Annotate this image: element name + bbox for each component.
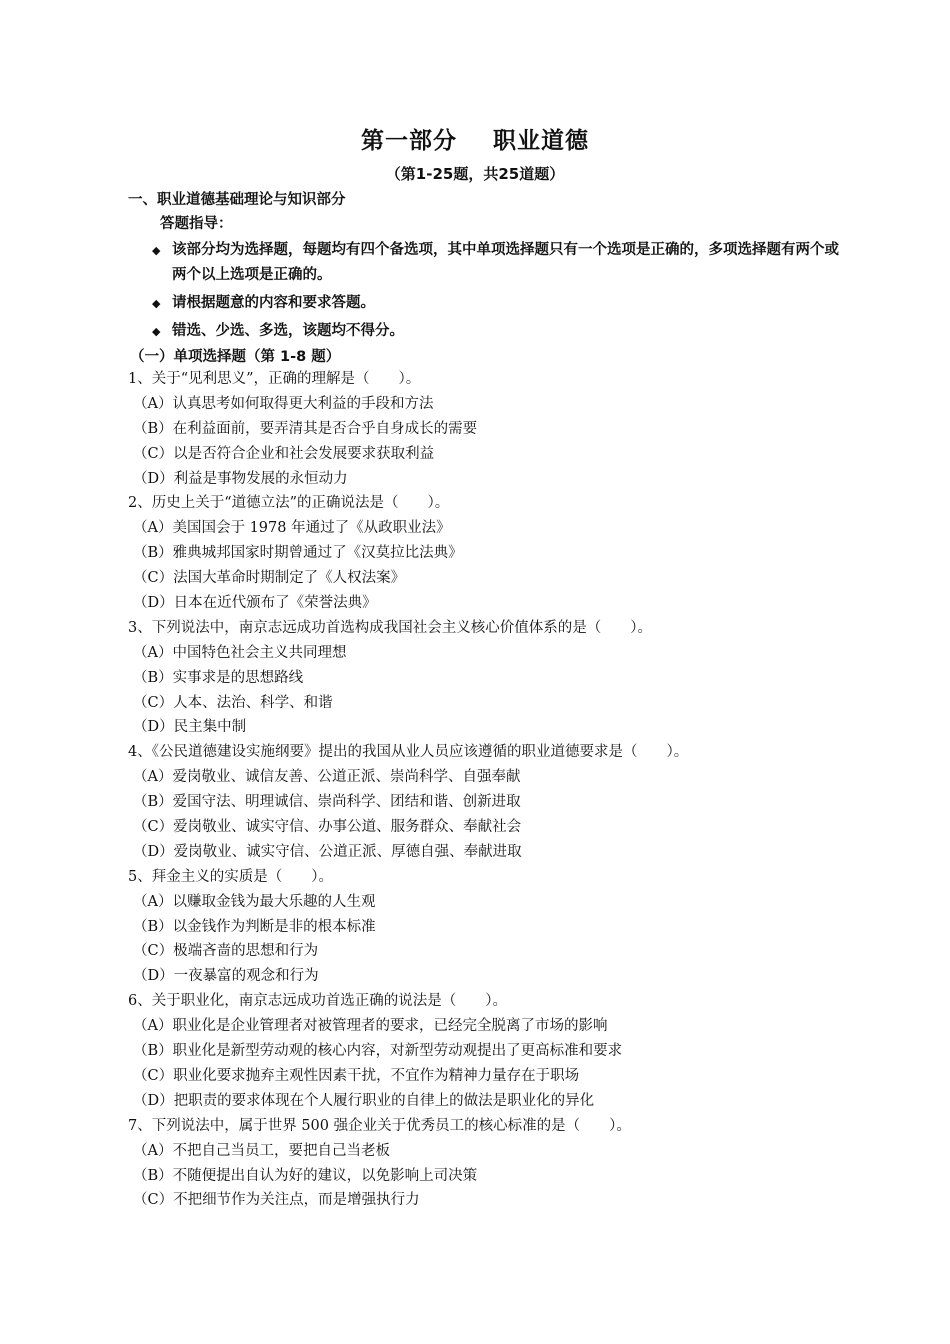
diamond-icon: ◆ bbox=[152, 244, 161, 257]
question-option: （B）不随便提出自认为好的建议，以免影响上司决策 bbox=[133, 1167, 478, 1184]
question-stem: 5、拜金主义的实质是（ ）。 bbox=[128, 868, 333, 885]
question-option: （C）人本、法治、科学、和谐 bbox=[133, 694, 333, 711]
question-option: （C）法国大革命时期制定了《人权法案》 bbox=[133, 570, 406, 587]
guide-bullet: ◆ 错选、少选、多选，该题均不得分。 bbox=[150, 319, 840, 344]
question-option: （B）雅典城邦国家时期曾通过了《汉莫拉比法典》 bbox=[133, 545, 463, 562]
question-option: （B）在利益面前，要弄清其是否合乎自身成长的需要 bbox=[133, 420, 478, 437]
page-title bbox=[0, 122, 950, 155]
question-option: （C）极端吝啬的思想和行为 bbox=[133, 943, 319, 960]
question-option: （A）美国国会于 1978 年通过了《从政职业法》 bbox=[133, 520, 451, 537]
question-option: （A）认真思考如何取得更大利益的手段和方法 bbox=[133, 395, 434, 412]
title-part: 第一部分 bbox=[361, 128, 457, 154]
question-stem: 1、关于“见利思义”，正确的理解是（ ）。 bbox=[128, 371, 421, 387]
question-option: （B）爱国守法、明理诚信、崇尚科学、团结和谐、创新进取 bbox=[133, 794, 521, 811]
question-stem: 2、历史上关于“道德立法”的正确说法是（ ）。 bbox=[128, 495, 450, 512]
question-option: （B）以金钱作为判断是非的根本标准 bbox=[133, 918, 376, 935]
question-option: （A）爱岗敬业、诚信友善、公道正派、崇尚科学、自强奉献 bbox=[133, 769, 521, 786]
question-stem: 6、关于职业化，南京志远成功首选正确的说法是（ ）。 bbox=[128, 993, 507, 1010]
guide-bullet: ◆ 该部分均为选择题，每题均有四个备选项，其中单项选择题只有一个选项是正确的，多项选择题有两个或两个以上选项是正确的。 bbox=[150, 238, 840, 288]
question-option: （D）日本在近代颁布了《荣誉法典》 bbox=[133, 595, 377, 612]
guide-label: 答题指导： bbox=[160, 216, 233, 232]
question-list bbox=[128, 367, 828, 1213]
guide-bullets bbox=[150, 238, 840, 347]
question-option: （B）实事求是的思想路线 bbox=[133, 669, 304, 686]
question-option: （D）利益是事物发展的永恒动力 bbox=[133, 470, 348, 487]
diamond-icon: ◆ bbox=[152, 325, 161, 338]
title-topic: 职业道德 bbox=[493, 128, 589, 154]
question-option: （C）爱岗敬业、诚实守信、办事公道、服务群众、奉献社会 bbox=[133, 819, 522, 836]
question-option: （D）一夜暴富的观念和行为 bbox=[133, 968, 319, 985]
question-option: （D）民主集中制 bbox=[133, 719, 247, 736]
question-option: （A）中国特色社会主义共同理想 bbox=[133, 644, 347, 661]
subsection-heading: （一）单项选择题（第 1-8 题） bbox=[130, 349, 341, 365]
question-option: （C）职业化要求抛弃主观性因素干扰，不宜作为精神力量存在于职场 bbox=[133, 1067, 580, 1084]
page-subtitle: （第1-25题，共25道题） bbox=[385, 165, 565, 183]
question-option: （D）爱岗敬业、诚实守信、公道正派、厚德自强、奉献进取 bbox=[133, 843, 522, 860]
question-option: （A）以赚取金钱为最大乐趣的人生观 bbox=[133, 893, 376, 910]
question-option: （A）不把自己当员工，要把自己当老板 bbox=[133, 1142, 390, 1159]
diamond-icon: ◆ bbox=[152, 297, 161, 310]
question-option: （B）职业化是新型劳动观的核心内容，对新型劳动观提出了更高标准和要求 bbox=[133, 1043, 623, 1060]
guide-bullet: ◆ 请根据题意的内容和要求答题。 bbox=[150, 291, 840, 316]
question-option: （A）职业化是企业管理者对被管理者的要求，已经完全脱离了市场的影响 bbox=[133, 1018, 608, 1035]
question-option: （D）把职责的要求体现在个人履行职业的自律上的做法是职业化的异化 bbox=[133, 1092, 595, 1109]
section-heading: 一、职业道德基础理论与知识部分 bbox=[128, 192, 346, 208]
question-stem: 7、下列说法中，属于世界 500 强企业关于优秀员工的核心标准的是（ ）。 bbox=[128, 1117, 631, 1134]
question-stem: 4、《公民道德建设实施纲要》提出的我国从业人员应该遵循的职业道德要求是（ ）。 bbox=[128, 744, 689, 761]
question-stem: 3、下列说法中，南京志远成功首选构成我国社会主义核心价值体系的是（ ）。 bbox=[128, 619, 652, 636]
question-option: （C）以是否符合企业和社会发展要求获取利益 bbox=[133, 445, 435, 462]
question-option: （C）不把细节作为关注点，而是增强执行力 bbox=[133, 1192, 420, 1209]
